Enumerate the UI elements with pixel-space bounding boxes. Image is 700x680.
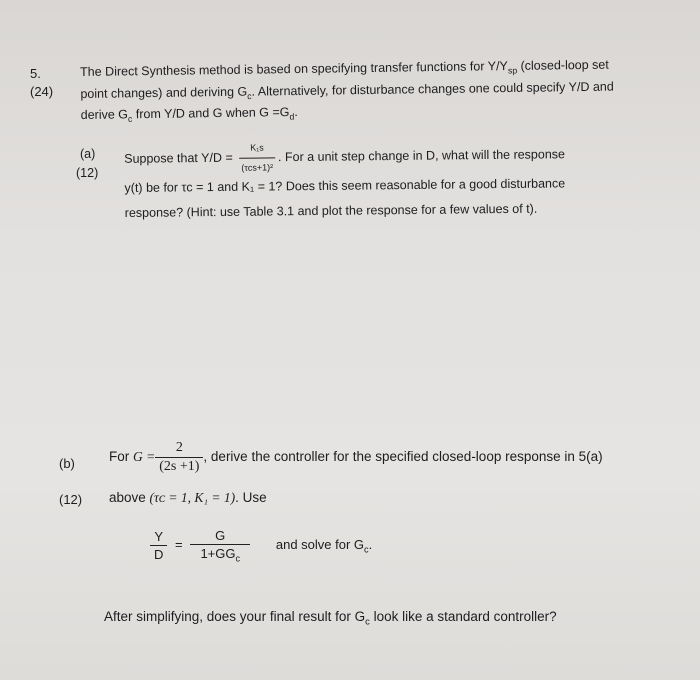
part-a-label: (a) <box>80 147 96 161</box>
part-a-line-3: response? (Hint: use Table 3.1 and plot the response for a few values of t). <box>124 201 538 220</box>
intro-line-3: derive $G_c$ from Y/D and G when $G =G_d$. <box>80 104 298 124</box>
part-a-line-2: y(t) be for τᴄ = 1 and K₁ = 1? Does this seem reasonable for a good disturbance <box>124 176 566 195</box>
intro-line-2: point changes) and deriving $G_c$. Alternatively, for disturbance changes one could specify Y/D and <box>80 79 614 101</box>
solve-instruction: and solve for $G_c$. <box>275 537 373 555</box>
question-intro <box>80 57 614 129</box>
part-b-line-1: For G = $\frac{2}{(2s +1)}$ , derive the controller for the specified closed-loop response in 5(a) <box>109 440 603 474</box>
final-question: After simplifying, does your final result for $G_c$ look like a standard controller? <box>104 609 557 628</box>
intro-line-1: The Direct Synthesis method is based on specifying transfer functions for $Y/Y_{sp}$ (closed-loop set <box>80 57 609 79</box>
part-a-line-1: Suppose that Y/D = $\frac{\text{K₁s}}{\text{(τᴄs+1)²}}$ . For a unit step change in D, what will the response <box>124 135 565 179</box>
question-number: 5. <box>30 66 41 81</box>
part-a-points: (12) <box>76 166 99 180</box>
y-over-d-fraction: $\frac{Y}{D}$ <box>150 529 167 562</box>
closed-loop-equation: $\frac{Y}{D}$ = $\frac{G}{1+GG_c}$ and solve for $G_c$. <box>150 528 372 564</box>
part-b-line-2: above (τᴄ = 1, K₁ = 1). Use <box>109 490 267 505</box>
plant-fraction: $\frac{2}{(2s +1)}$ <box>155 440 203 475</box>
question-points: (24) <box>30 84 54 99</box>
g-over-1-gg-fraction: $\frac{G}{1+GG_c}$ <box>190 528 250 564</box>
part-a-fraction: $\frac{\text{K₁s}}{\text{(τᴄs+1)²}}$ <box>239 138 275 177</box>
part-b-points: (12) <box>59 492 83 507</box>
part-b-label: (b) <box>59 456 75 471</box>
part-a-text <box>124 135 566 223</box>
